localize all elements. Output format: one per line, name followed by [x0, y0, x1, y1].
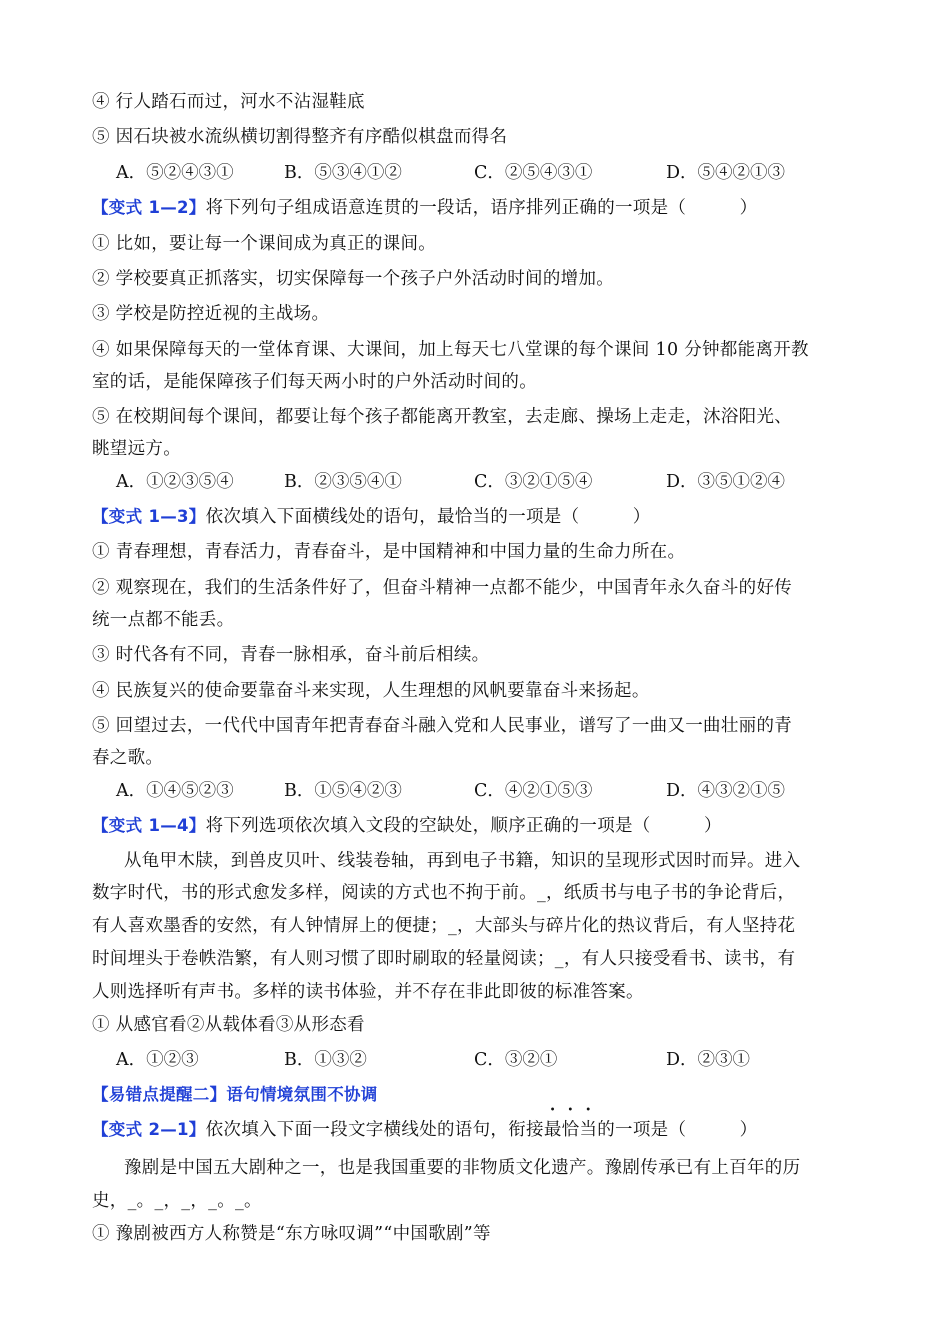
item-line: ⑤ 在校期间每个课间，都要让每个孩子都能离开教室，去走廊、操场上走走，沐浴阳光、	[92, 407, 793, 427]
option-c[interactable]: C．②⑤④③①	[474, 163, 593, 183]
option-d[interactable]: D．②③①	[666, 1050, 751, 1070]
passage-line: 数字时代，书的形式愈发多样，阅读的方式也不拘于前。_，纸质书与电子书的争论背后，	[92, 883, 796, 903]
question-stem: 依次填入下面一段文字横线处的语句，衔接	[205, 1120, 544, 1140]
option-c[interactable]: C．③②①⑤④	[474, 472, 593, 492]
question-header	[92, 505, 862, 529]
question-stem: 将下列选项依次填入文段的空缺处，顺序正确的一项是（ ）	[205, 816, 722, 836]
question-tag: 【变式 1—2】	[92, 198, 206, 217]
item-4: ④ 行人踏石而过，河水不沾湿鞋底	[92, 92, 365, 112]
question-tag: 【变式 2—1】	[92, 1120, 206, 1139]
item-line: ② 学校要真正抓落实，切实保障每一个孩子户外活动时间的增加。	[92, 269, 615, 289]
question-tag: 【变式 1—4】	[92, 816, 206, 835]
item-line: ① 比如，要让每一个课间成为真正的课间。	[92, 234, 437, 254]
option-c[interactable]: C．④②①⑤③	[474, 781, 593, 801]
option-a[interactable]: A．⑤②④③①	[116, 163, 234, 183]
question-stem: 依次填入下面横线处的语句，最恰当的一项是（ ）	[205, 507, 651, 527]
question-header	[92, 814, 862, 838]
passage-line: 从龟甲木牍，到兽皮贝叶、线装卷轴，再到电子书籍，知识的呈现形式因时而异。进入	[124, 851, 801, 871]
emphasis-char: 当	[579, 1120, 598, 1140]
item-line: ④ 民族复兴的使命要靠奋斗来实现，人生理想的风帆要靠奋斗来扬起。	[92, 681, 650, 701]
option-d[interactable]: D．⑤④②①③	[666, 163, 786, 183]
question-header	[92, 1118, 862, 1142]
choices-line: ① 从感官看②从载体看③从形态看	[92, 1015, 365, 1035]
question-tag: 【变式 1—3】	[92, 507, 206, 526]
options-row	[116, 161, 876, 185]
item-line: 春之歌。	[92, 748, 164, 768]
option-a[interactable]: A．①②③	[116, 1050, 199, 1070]
section-heading: 【易错点提醒二】语句情境氛围不协调	[92, 1085, 378, 1104]
option-b[interactable]: B．⑤③④①②	[284, 163, 402, 183]
item-line: 室的话，是能保障孩子们每天两小时的户外活动时间的。	[92, 372, 537, 392]
passage-line: 有人喜欢墨香的安然，有人钟情屏上的便捷；_，大部头与碎片化的热议背后，有人坚持花	[92, 916, 796, 936]
passage-line: 豫剧是中国五大剧种之一，也是我国重要的非物质文化遗产。豫剧传承已有上百年的历	[124, 1158, 801, 1178]
option-a[interactable]: A．①④⑤②③	[116, 781, 234, 801]
item-line: 统一点都不能丢。	[92, 610, 235, 630]
item-line: ④ 如果保障每天的一堂体育课、大课间，加上每天七八堂课的每个课间 10 分钟都能离开教	[92, 340, 809, 360]
item-line: ① 青春理想，青春活力，青春奋斗，是中国精神和中国力量的生命力所在。	[92, 542, 686, 562]
item-line: ③ 时代各有不同，青春一脉相承，奋斗前后相续。	[92, 645, 490, 665]
passage-line: 时间埋头于卷帙浩繁，有人则习惯了即时刷取的轻量阅读；_，有人只接受看书、读书，有	[92, 949, 796, 969]
option-a[interactable]: A．①②③⑤④	[116, 472, 234, 492]
option-b[interactable]: B．②③⑤④①	[284, 472, 402, 492]
item-line: ⑤ 回望过去，一代代中国青年把青春奋斗融入党和人民事业，谱写了一曲又一曲壮丽的青	[92, 716, 793, 736]
item-line: ② 观察现在，我们的生活条件好了，但奋斗精神一点都不能少，中国青年永久奋斗的好传	[92, 578, 793, 598]
emphasis-char: 恰	[561, 1120, 580, 1140]
question-header	[92, 196, 862, 220]
item-line: 眺望远方。	[92, 439, 181, 459]
passage-line: 史，_。_，_，_。_。	[92, 1191, 262, 1211]
option-d[interactable]: D．③⑤①②④	[666, 472, 786, 492]
option-d[interactable]: D．④③②①⑤	[666, 781, 786, 801]
options-row	[116, 1048, 876, 1072]
option-c[interactable]: C．③②①	[474, 1050, 558, 1070]
question-stem: 将下列句子组成语意连贯的一段话，语序排列正确的一项是（ ）	[205, 198, 758, 218]
option-b[interactable]: B．①⑤④②③	[284, 781, 402, 801]
options-row	[116, 779, 876, 803]
item-line: ① 豫剧被西方人称赞是“东方咏叹调”“中国歌剧”等	[92, 1224, 491, 1244]
option-b[interactable]: B．①③②	[284, 1050, 367, 1070]
item-line: ③ 学校是防控近视的主战场。	[92, 304, 330, 324]
question-stem-end: 的一项是（ ）	[597, 1120, 758, 1140]
passage-line: 人则选择听有声书。多样的读书体验，并不存在非此即彼的标准答案。	[92, 982, 644, 1002]
item-5: ⑤ 因石块被水流纵横切割得整齐有序酷似棋盘而得名	[92, 127, 508, 147]
options-row	[116, 470, 876, 494]
emphasis-char: 最	[543, 1120, 562, 1140]
